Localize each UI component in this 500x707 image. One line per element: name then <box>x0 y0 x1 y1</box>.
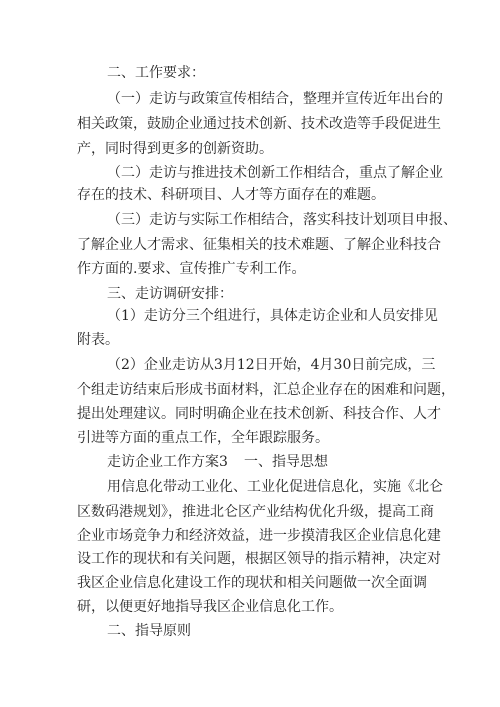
paragraph-line <box>0 597 500 617</box>
text-line: 作方面的.要求、宣传推广专利工作。 <box>77 261 306 277</box>
text-line: 产，同时得到更多的创新资助。 <box>77 141 273 157</box>
paragraph-line <box>0 235 500 255</box>
section-heading <box>0 452 500 472</box>
text-line: 提出处理建议。同时明确企业在技术创新、科技合作、人才 <box>77 406 441 422</box>
text-line: 个组走访结束后形成书面材料，汇总企业存在的困难和问题， <box>77 382 455 398</box>
paragraph-line <box>0 163 500 183</box>
text-line: 设工作的现状和有关问题，根据区领导的指示精神，决定对 <box>77 551 441 567</box>
paragraph-line <box>0 526 500 546</box>
paragraph-line <box>0 185 500 205</box>
text-line: 走访企业工作方案3 <box>107 454 228 470</box>
text-line: 我区企业信息化建设工作的现状和相关问题做一次全面调 <box>77 575 427 591</box>
paragraph-line <box>0 259 500 279</box>
text-line: 区数码港规划》，推进北仑区产业结构优化升级，提高工商 <box>77 504 434 520</box>
text-line: 存在的技术、科研项目、人才等方面存在的难题。 <box>77 187 385 203</box>
text-line: 引进等方面的重点工作，全年跟踪服务。 <box>77 430 329 446</box>
paragraph-line <box>0 502 500 522</box>
paragraph-line <box>0 404 500 424</box>
paragraph-line <box>0 330 500 350</box>
text-line: 二、工作要求： <box>107 65 205 81</box>
text-line: （三）走访与实际工作相结合，落实科技计划项目申报、 <box>107 212 457 228</box>
paragraph-line <box>0 380 500 400</box>
text-line: 二、指导原则 <box>107 623 191 639</box>
text-line: 研，以便更好地指导我区企业信息化工作。 <box>77 599 343 615</box>
text-line: 附表。 <box>77 332 119 348</box>
section-heading <box>0 63 500 83</box>
text-line: 一、指导思想 <box>244 454 328 470</box>
text-line: 相关政策，鼓励企业通过技术创新、技术改造等手段促进生 <box>77 116 441 132</box>
paragraph-line <box>0 210 500 230</box>
paragraph-line <box>0 477 500 497</box>
section-heading <box>0 621 500 641</box>
text-line: 用信息化带动工业化、工业化促进信息化，实施《北仑 <box>107 479 443 495</box>
paragraph-line <box>0 139 500 159</box>
paragraph-line <box>0 428 500 448</box>
text-line: 三、走访调研安排： <box>107 286 233 302</box>
text-line: （二）走访与推进技术创新工作相结合，重点了解企业 <box>107 165 443 181</box>
text-line: 了解企业人才需求、征集相关的技术难题、了解企业科技合 <box>77 237 441 253</box>
text-line: （2）企业走访从3月12日开始，4月30日前完成，三 <box>107 357 436 373</box>
paragraph-line <box>0 355 500 375</box>
paragraph-line <box>0 573 500 593</box>
paragraph-line <box>0 114 500 134</box>
text-line: 企业市场竞争力和经济效益，进一步摸清我区企业信息化建 <box>77 528 441 544</box>
paragraph-line <box>0 89 500 109</box>
section-heading <box>0 284 500 304</box>
text-line: （一）走访与政策宣传相结合，整理并宣传近年出台的 <box>107 91 443 107</box>
paragraph-line <box>0 306 500 326</box>
paragraph-line <box>0 549 500 569</box>
text-line: （1）走访分三个组进行，具体走访企业和人员安排见 <box>107 308 438 324</box>
